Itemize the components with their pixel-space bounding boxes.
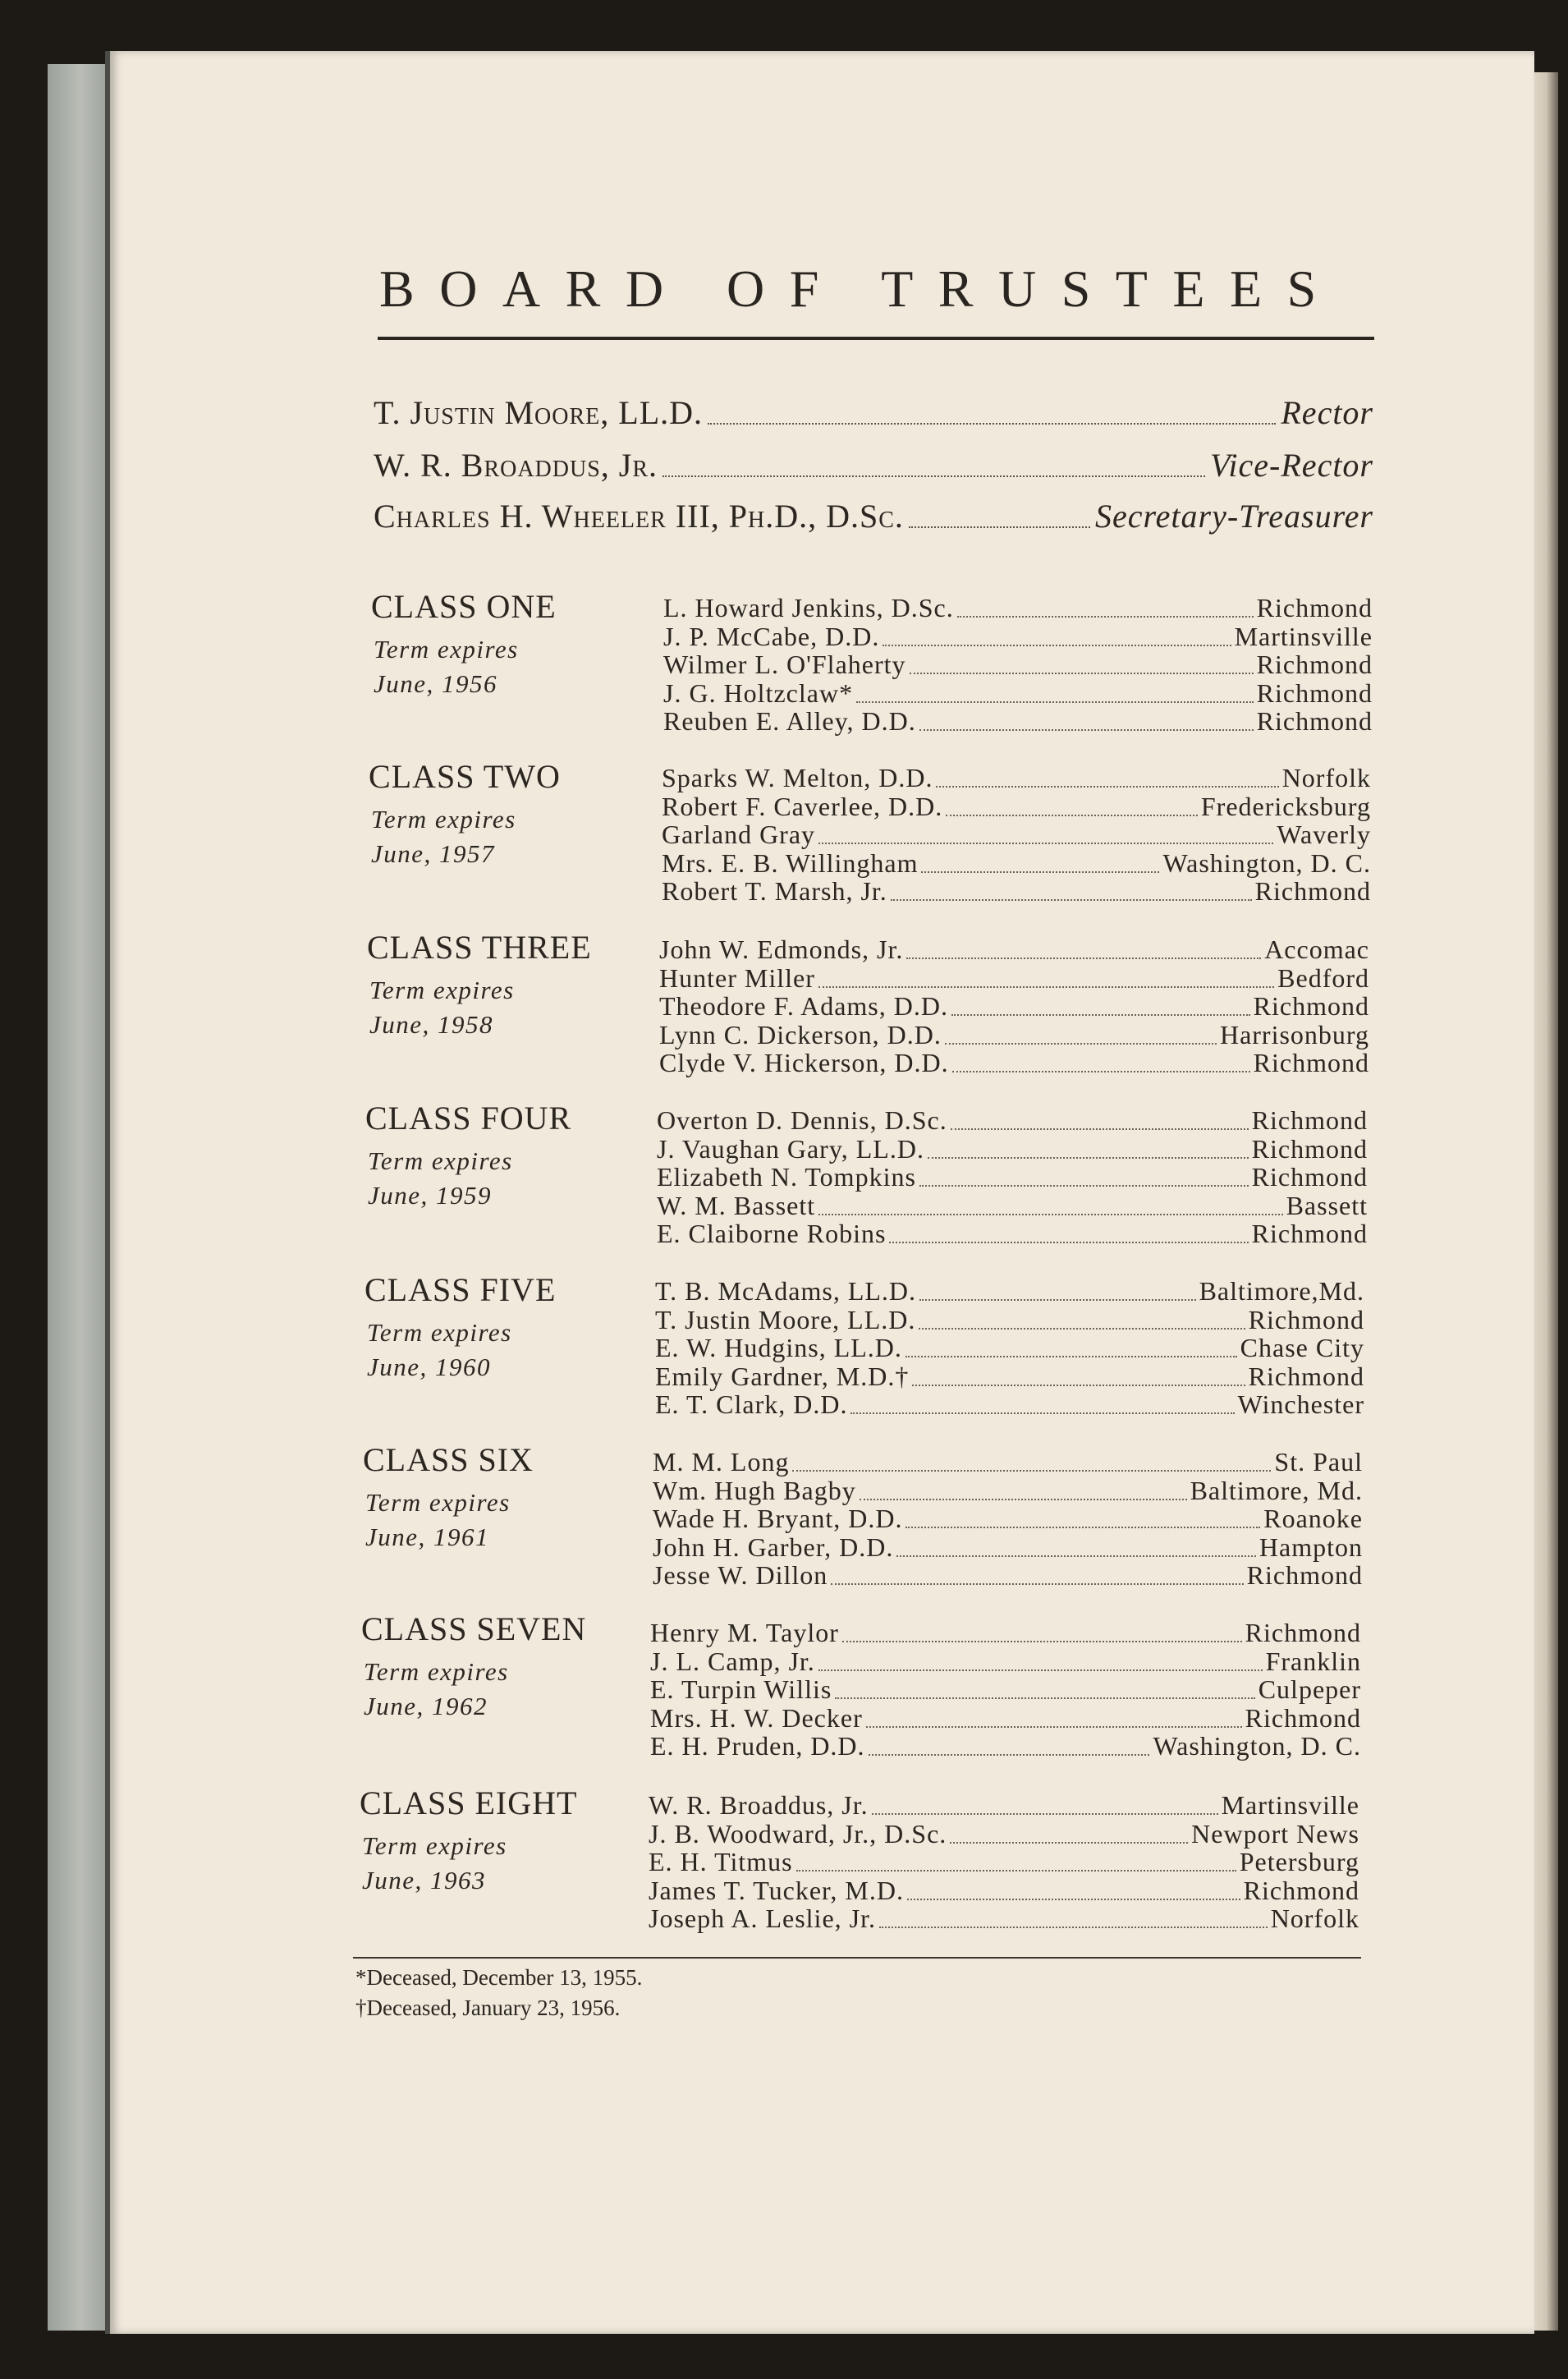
trustee-name: John H. Garber, D.D. (653, 1532, 894, 1562)
class-heading: CLASS ONE (371, 588, 557, 625)
trustee-row (663, 651, 1373, 680)
trustee-row (653, 1505, 1363, 1534)
class-term-label: Term expires (365, 1488, 511, 1517)
trustee-place: Richmond (1256, 706, 1373, 737)
trustee-name: E. W. Hudgins, LL.D. (655, 1333, 902, 1363)
trustee-row (650, 1619, 1361, 1648)
trustee-name: Wilmer L. O'Flaherty (663, 650, 906, 680)
trustee-name: W. R. Broaddus, Jr. (649, 1790, 869, 1820)
trustee-place: Fredericksburg (1200, 791, 1371, 821)
leader-dots (950, 1842, 1188, 1844)
leader-dots (872, 1813, 1218, 1815)
class-term-label: Term expires (362, 1831, 507, 1860)
leader-dots (896, 1555, 1256, 1557)
footnote-rule (353, 1957, 1361, 1959)
trustee-row (655, 1304, 1364, 1335)
class-term-date: June, 1961 (365, 1522, 490, 1551)
trustee-place: Washington, D. C. (1162, 847, 1371, 878)
trustee-place: Hampton (1259, 1532, 1363, 1562)
class-term-label: Term expires (364, 1657, 509, 1686)
leader-dots (831, 1583, 1243, 1585)
page-title: BOARD OF TRUSTEES (379, 259, 1341, 318)
class-term-label: Term expires (371, 805, 516, 834)
class-term-date: June, 1958 (369, 1010, 494, 1039)
trustee-row (657, 1164, 1368, 1192)
trustee-place: Franklin (1265, 1646, 1361, 1676)
trustee-row (662, 821, 1371, 850)
trustee-place: Baltimore,Md. (1199, 1276, 1364, 1306)
trustee-place: Richmond (1251, 1219, 1368, 1249)
leader-dots (708, 423, 1276, 425)
trustee-row (653, 1562, 1363, 1591)
trustee-name: Garland Gray (662, 820, 816, 850)
trustee-name: W. M. Bassett (657, 1190, 816, 1220)
class-heading: CLASS THREE (367, 929, 592, 966)
trustee-name: Overton D. Dennis, D.Sc. (657, 1105, 947, 1135)
trustee-place: Waverly (1277, 820, 1371, 850)
leader-dots (946, 815, 1198, 816)
leader-dots (905, 1527, 1260, 1528)
trustee-place: Richmond (1251, 1105, 1368, 1135)
leader-dots (919, 1299, 1196, 1301)
trustee-place: Richmond (1243, 1875, 1359, 1905)
trustee-name: T. Justin Moore, LL.D. (655, 1304, 916, 1334)
officer-role: Vice-Rector (1209, 447, 1373, 484)
trustee-row (649, 1818, 1359, 1849)
class-heading: CLASS SIX (363, 1441, 534, 1478)
trustee-name: E. H. Titmus (649, 1847, 793, 1877)
class-term-date: June, 1962 (364, 1692, 488, 1720)
leader-dots (936, 786, 1278, 788)
class-heading: CLASS EIGHT (360, 1784, 578, 1821)
leader-dots (818, 1214, 1282, 1215)
trustee-place: Martinsville (1234, 621, 1373, 651)
title-rule (378, 337, 1374, 340)
leader-dots (889, 1242, 1248, 1243)
officer-row (374, 445, 1373, 485)
trustee-name: J. G. Holtzclaw* (663, 677, 854, 708)
trustee-place: Richmond (1254, 876, 1371, 907)
class-term-date: June, 1956 (374, 669, 498, 698)
trustee-name: Robert T. Marsh, Jr. (662, 876, 887, 907)
trustee-place: Richmond (1251, 1162, 1368, 1192)
trustee-row (649, 1849, 1359, 1877)
footnote: †Deceased, January 23, 1956. (355, 1996, 621, 2020)
trustee-name: J. P. McCabe, D.D. (663, 621, 880, 651)
trustee-row (662, 765, 1371, 793)
trustee-place: Baltimore, Md. (1190, 1475, 1363, 1505)
class-term-label: Term expires (374, 635, 519, 664)
trustee-place: Norfolk (1270, 1904, 1359, 1934)
leader-dots (796, 1870, 1236, 1872)
class-term-date: June, 1963 (362, 1866, 487, 1894)
trustee-place: Bassett (1286, 1190, 1368, 1220)
leader-dots (856, 701, 1254, 703)
trustee-row (663, 708, 1373, 737)
leader-dots (952, 1071, 1250, 1072)
leader-dots (906, 958, 1261, 959)
trustee-place: Bedford (1277, 962, 1369, 993)
leader-dots (945, 1043, 1217, 1045)
trustee-row (659, 1049, 1369, 1078)
trustee-place: Martinsville (1221, 1790, 1359, 1820)
leader-dots (818, 1669, 1263, 1671)
class-term-label: Term expires (367, 1318, 512, 1347)
leader-dots (909, 526, 1090, 528)
trustee-place: Richmond (1245, 1702, 1361, 1733)
trustee-name: Jesse W. Dillon (653, 1560, 828, 1591)
trustee-row (650, 1676, 1361, 1705)
trustee-row (650, 1648, 1361, 1677)
trustee-place: Washington, D. C. (1153, 1731, 1361, 1761)
trustee-name: Mrs. E. B. Willingham (662, 847, 919, 878)
trustee-name: E. T. Clark, D.D. (655, 1389, 848, 1420)
trustee-name: J. B. Woodward, Jr., D.Sc. (649, 1818, 947, 1849)
trustee-name: M. M. Long (653, 1447, 790, 1477)
trustee-name: Sparks W. Melton, D.D. (662, 763, 933, 792)
trustee-place: Newport News (1191, 1818, 1359, 1849)
trustee-row (653, 1449, 1363, 1477)
trustee-row (662, 878, 1371, 907)
leader-dots (928, 1157, 1249, 1159)
trustee-place: Accomac (1264, 935, 1369, 964)
officer-name: W. R. Broaddus, Jr. (374, 447, 658, 484)
leader-dots (869, 1754, 1150, 1756)
trustee-row (655, 1278, 1364, 1307)
class-term-date: June, 1959 (368, 1181, 493, 1210)
trustee-place: Richmond (1251, 1133, 1368, 1164)
trustee-place: Richmond (1256, 650, 1373, 680)
leader-dots (879, 1927, 1268, 1928)
trustee-place: Petersburg (1239, 1847, 1359, 1877)
trustee-name: James T. Tucker, M.D. (649, 1875, 904, 1905)
officer-role: Secretary-Treasurer (1095, 498, 1373, 535)
class-heading: CLASS TWO (369, 758, 561, 795)
trustee-name: Wm. Hugh Bagby (653, 1475, 856, 1505)
trustee-place: Richmond (1253, 1048, 1369, 1078)
trustee-row (650, 1733, 1361, 1761)
trustee-name: Clyde V. Hickerson, D.D. (659, 1048, 949, 1078)
trustee-row (653, 1477, 1363, 1506)
officer-role: Rector (1281, 394, 1373, 431)
trustee-name: Wade H. Bryant, D.D. (653, 1504, 903, 1534)
trustee-row (649, 1792, 1359, 1821)
trustee-row (650, 1702, 1361, 1734)
trustee-place: Roanoke (1263, 1504, 1363, 1534)
trustee-row (655, 1391, 1364, 1420)
trustee-name: J. Vaughan Gary, LL.D. (657, 1133, 924, 1164)
trustee-name: E. H. Pruden, D.D. (650, 1731, 865, 1761)
leader-dots (866, 1726, 1242, 1728)
trustee-row (655, 1334, 1364, 1363)
trustee-name: E. Turpin Willis (650, 1674, 832, 1705)
trustee-row (659, 1019, 1369, 1050)
trustee-name: Robert F. Caverlee, D.D. (662, 791, 943, 821)
trustee-name: Theodore F. Adams, D.D. (659, 991, 948, 1022)
class-term-date: June, 1957 (371, 839, 496, 868)
trustee-place: Richmond (1256, 593, 1373, 622)
leader-dots (910, 673, 1254, 674)
trustee-place: Richmond (1256, 677, 1373, 708)
trustee-name: L. Howard Jenkins, D.Sc. (663, 593, 954, 622)
trustee-place: Richmond (1253, 991, 1369, 1022)
leader-dots (860, 1499, 1187, 1500)
leader-dots (919, 1185, 1249, 1187)
trustee-place: Norfolk (1281, 763, 1371, 792)
leader-dots (883, 645, 1231, 646)
leader-dots (842, 1641, 1242, 1642)
class-heading: CLASS SEVEN (361, 1610, 587, 1647)
trustee-name: Joseph A. Leslie, Jr. (649, 1904, 876, 1934)
trustee-row (653, 1534, 1363, 1563)
leader-dots (818, 986, 1274, 988)
trustee-name: Emily Gardner, M.D.† (655, 1361, 910, 1391)
officer-row (374, 496, 1373, 535)
class-heading: CLASS FOUR (365, 1100, 572, 1137)
trustee-row (663, 595, 1373, 623)
leader-dots (907, 1899, 1240, 1900)
class-heading: CLASS FIVE (364, 1271, 557, 1308)
officer-name: T. Justin Moore, LL.D. (374, 394, 704, 431)
trustee-name: E. Claiborne Robins (657, 1219, 887, 1249)
trustee-row (657, 1107, 1368, 1136)
leader-dots (891, 899, 1252, 901)
trustee-name: Elizabeth N. Tompkins (657, 1162, 916, 1192)
trustee-row (649, 1905, 1359, 1934)
leader-dots (818, 843, 1273, 844)
footnote: *Deceased, December 13, 1955. (355, 1965, 643, 1990)
leader-dots (921, 871, 1159, 873)
leader-dots (919, 729, 1254, 731)
trustee-name: Hunter Miller (659, 962, 815, 993)
trustee-row (657, 1220, 1368, 1249)
trustee-row (659, 962, 1369, 994)
leader-dots (912, 1385, 1245, 1386)
trustee-name: T. B. McAdams, LL.D. (655, 1276, 917, 1306)
leader-dots (905, 1356, 1237, 1357)
trustee-row (662, 793, 1371, 822)
leader-dots (951, 1014, 1250, 1016)
class-term-label: Term expires (368, 1146, 513, 1175)
trustee-name: John W. Edmonds, Jr. (659, 935, 904, 964)
officer-row (374, 393, 1373, 432)
leader-dots (850, 1412, 1234, 1414)
trustee-row (649, 1877, 1359, 1906)
trustee-place: Harrisonburg (1219, 1019, 1369, 1049)
leader-dots (792, 1470, 1271, 1472)
trustee-row (663, 623, 1373, 652)
officer-name: Charles H. Wheeler III, Ph.D., D.Sc. (374, 498, 904, 535)
trustee-place: Winchester (1237, 1389, 1364, 1420)
trustee-name: Henry M. Taylor (650, 1618, 839, 1647)
trustee-row (657, 1192, 1368, 1221)
class-term-label: Term expires (369, 976, 515, 1004)
leader-dots (835, 1697, 1254, 1699)
trustee-row (659, 993, 1369, 1022)
trustee-name: Reuben E. Alley, D.D. (663, 706, 916, 737)
leader-dots (957, 616, 1254, 618)
trustee-place: Richmond (1245, 1618, 1361, 1647)
trustee-name: J. L. Camp, Jr. (650, 1646, 815, 1676)
trustee-row (657, 1133, 1368, 1164)
trustee-name: Mrs. H. W. Decker (650, 1702, 863, 1733)
trustee-row (659, 936, 1369, 965)
trustee-place: Culpeper (1258, 1674, 1361, 1705)
trustee-row (655, 1363, 1364, 1392)
leader-dots (951, 1128, 1249, 1130)
trustee-row (663, 677, 1373, 709)
class-term-date: June, 1960 (367, 1353, 492, 1381)
leader-dots (663, 475, 1205, 477)
trustee-place: Chase City (1240, 1333, 1364, 1363)
trustee-place: Richmond (1246, 1560, 1363, 1591)
trustee-place: Richmond (1248, 1361, 1364, 1391)
trustee-name: Lynn C. Dickerson, D.D. (659, 1019, 942, 1049)
trustee-place: St. Paul (1274, 1447, 1363, 1477)
trustee-place: Richmond (1248, 1304, 1364, 1334)
trustee-row (662, 847, 1371, 879)
leader-dots (919, 1328, 1245, 1330)
